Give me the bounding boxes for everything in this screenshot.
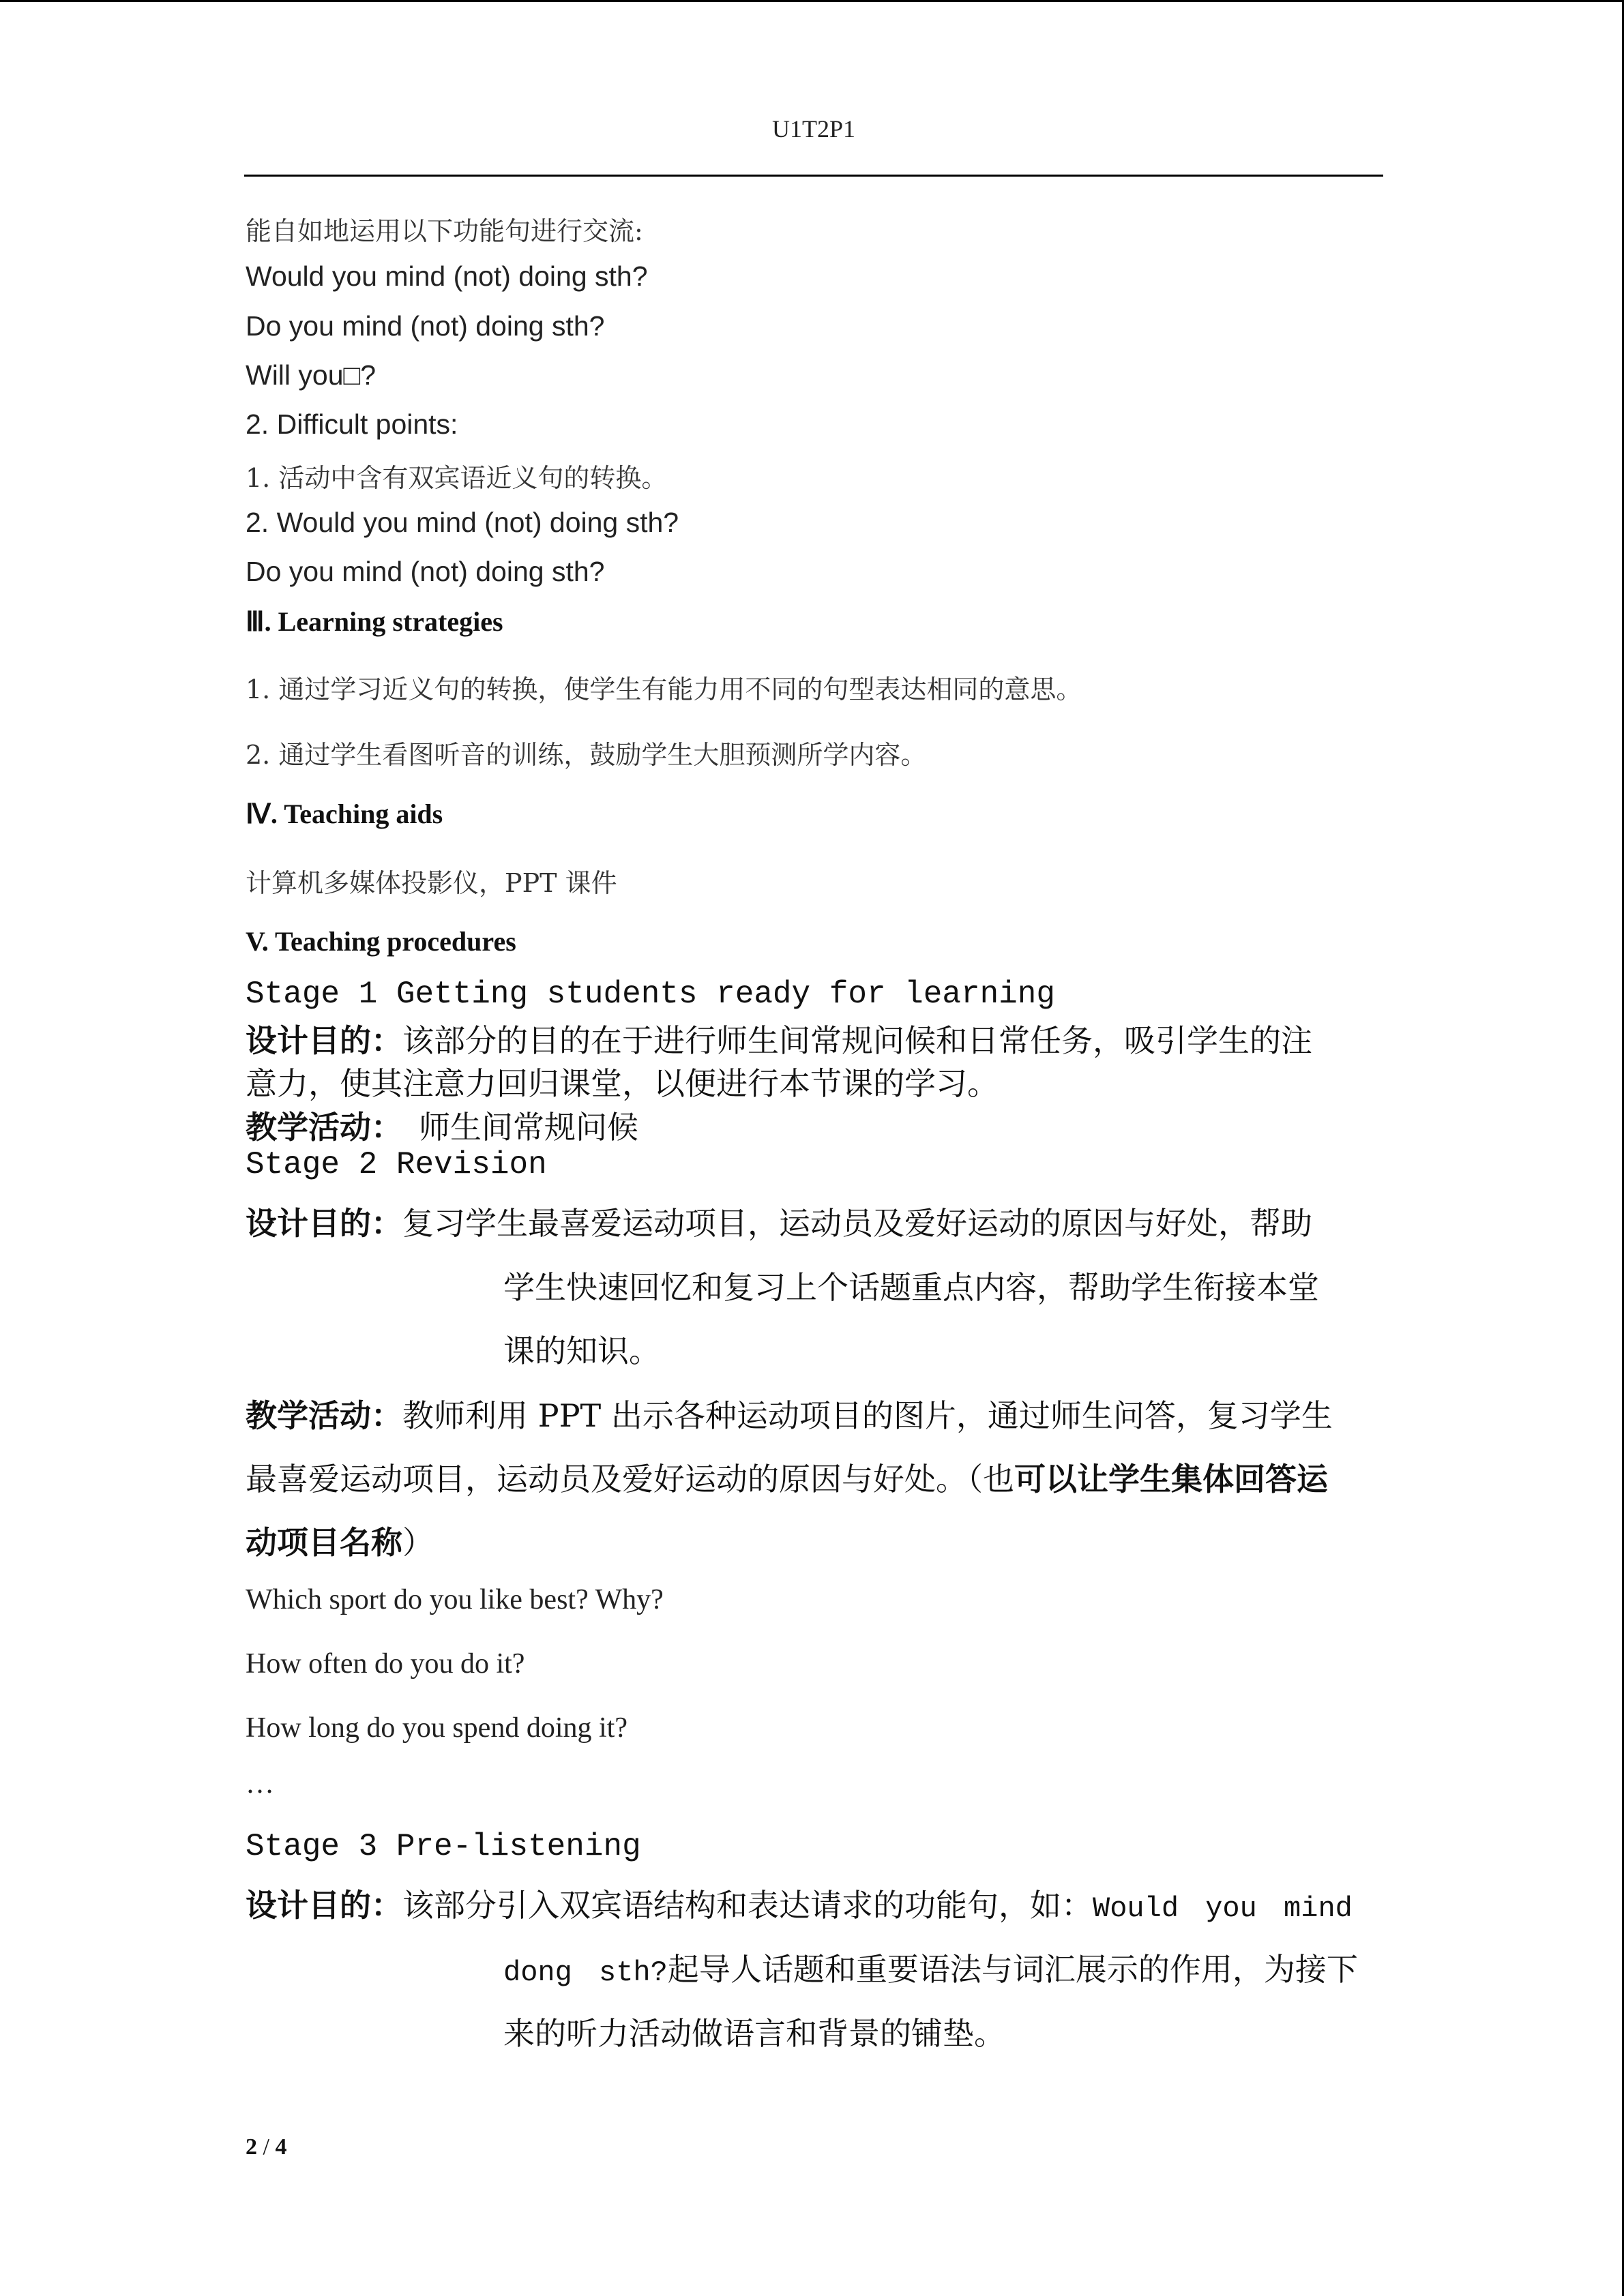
page-border-top — [0, 0, 1624, 2]
stage-1-purpose-cont: 意力，使其注意力回归课堂，以便进行本节课的学习。 — [246, 1065, 999, 1102]
stage-3-purpose-english-cont: dong sth? — [503, 1956, 668, 1989]
stage-2-activity-bold-end: 动项目名称 — [246, 1524, 402, 1561]
stage-1-purpose — [246, 1016, 1312, 1061]
stage-2-title: Stage 2 Revision — [246, 1147, 547, 1182]
header-rule — [244, 175, 1383, 177]
revision-question-1: Which sport do you like best? Why? — [246, 1584, 664, 1615]
learning-strategies-heading: Ⅲ. Learning strategies — [246, 606, 503, 637]
difficult-point-2: 2. Would you mind (not) doing sth? — [246, 507, 679, 538]
stage-2-purpose-cont-2: 课的知识。 — [503, 1332, 660, 1369]
stage-1-activity-label: 教学活动： — [246, 1109, 402, 1146]
total-pages: 4 — [275, 2134, 287, 2160]
stage-2-purpose-label: 设计目的： — [246, 1205, 402, 1242]
stage-2-activity-cont-2 — [246, 1518, 434, 1563]
stage-2-activity-text: 教师利用 PPT 出示各种运动项目的图片，通过师生问答，复习学生 — [402, 1397, 1333, 1434]
stage-1-purpose-text: 该部分的目的在于进行师生间常规问候和日常任务，吸引学生的注 — [402, 1022, 1312, 1059]
stage-3-purpose-english: Would you mind — [1093, 1892, 1353, 1925]
stage-2-activity-label: 教学活动： — [246, 1397, 402, 1434]
stage-1-activity — [246, 1103, 638, 1148]
teaching-procedures-heading: V. Teaching procedures — [246, 926, 516, 957]
stage-3-purpose-text: 该部分引入双宾语结构和表达请求的功能句，如： — [402, 1887, 1093, 1924]
revision-ellipsis: … — [246, 1768, 274, 1800]
stage-3-purpose-label: 设计目的： — [246, 1887, 402, 1924]
function-sentence-1: Would you mind (not) doing sth? — [246, 260, 648, 292]
stage-2-activity-close-paren: ） — [402, 1524, 434, 1561]
difficult-points-heading: 2. Difficult points: — [246, 408, 458, 440]
teaching-aids-heading: Ⅳ. Teaching aids — [246, 799, 443, 829]
stage-1-purpose-label: 设计目的： — [246, 1022, 402, 1059]
page-number — [246, 2134, 286, 2160]
function-sentence-2: Do you mind (not) doing sth? — [246, 310, 605, 342]
revision-question-3: How long do you spend doing it? — [246, 1712, 628, 1744]
stage-3-purpose — [246, 1881, 1353, 1926]
stage-3-title: Stage 3 Pre-listening — [246, 1829, 641, 1864]
stage-1-activity-text: 师生间常规问候 — [419, 1109, 638, 1146]
teaching-aids-text: 计算机多媒体投影仪，PPT 课件 — [246, 868, 617, 898]
difficult-point-2b: Do you mind (not) doing sth? — [246, 556, 605, 587]
stage-2-activity-bold-text: 可以让学生集体回答运 — [1014, 1461, 1328, 1497]
stage-3-purpose-cont-2: 来的听力活动做语言和背景的铺垫。 — [503, 2015, 1005, 2052]
learning-strategy-1: 1. 通过学习近义句的转换，使学生有能力用不同的句型表达相同的意思。 — [246, 674, 1082, 704]
function-sentence-3: Will you□? — [246, 359, 377, 391]
stage-2-purpose — [246, 1199, 1312, 1244]
current-page: 2 — [246, 2134, 257, 2160]
stage-2-purpose-cont-1: 学生快速回忆和复习上个话题重点内容，帮助学生衔接本堂 — [503, 1269, 1319, 1306]
difficult-point-1: 1. 活动中含有双宾语近义句的转换。 — [246, 463, 668, 493]
stage-2-purpose-text: 复习学生最喜爱运动项目，运动员及爱好运动的原因与好处，帮助 — [402, 1205, 1312, 1242]
revision-question-2: How often do you do it? — [246, 1648, 525, 1680]
stage-2-activity-cont-1 — [246, 1455, 1328, 1500]
page-header: U1T2P1 — [772, 115, 856, 143]
stage-2-activity — [246, 1391, 1333, 1436]
learning-strategy-2: 2. 通过学生看图听音的训练，鼓励学生大胆预测所学内容。 — [246, 740, 927, 770]
stage-2-activity-cont-text: 最喜爱运动项目，运动员及爱好运动的原因与好处。（也 — [246, 1461, 1014, 1497]
page-separator: / — [257, 2134, 276, 2160]
stage-3-purpose-cont-1 — [503, 1945, 1358, 1990]
key-points-intro: 能自如地运用以下功能句进行交流: — [246, 216, 643, 246]
stage-3-purpose-cont-text: 起导人话题和重要语法与词汇展示的作用，为接下 — [667, 1951, 1358, 1988]
stage-1-title: Stage 1 Getting students ready for learning — [246, 976, 1055, 1012]
